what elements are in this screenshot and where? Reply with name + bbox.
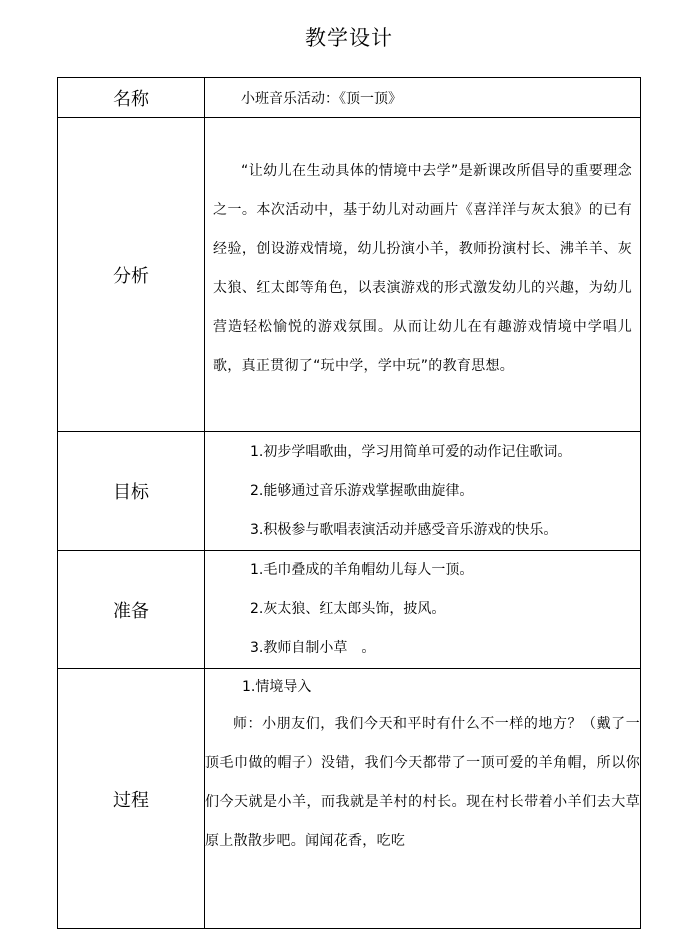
row-process [58,669,641,929]
label-name: 名称 [58,78,205,118]
label-analysis: 分析 [58,118,205,432]
process-paragraph: 师：小朋友们，我们今天和平时有什么不一样的地方？（戴了一顶毛巾做的帽子）没错，我们今天都带了一顶可爱的羊角帽，所以你们今天就是小羊，而我就是羊村的村长。现在村长带着小羊们去大草原上散散步吧。闻闻花香，吃吃 [205,716,640,849]
label-preparation: 准备 [58,551,205,669]
preparation-item: 1.毛巾叠成的羊角帽幼儿每人一顶。 [250,562,474,578]
analysis-cell [205,118,641,432]
row-analysis [58,118,641,432]
preparation-item: 2.灰太狼、红太郎头饰，披风。 [250,601,446,617]
activity-name-cell [205,78,641,118]
lesson-plan-table [57,77,641,929]
goal-item: 3.积极参与歌唱表演活动并感受音乐游戏的快乐。 [250,521,558,538]
row-preparation [58,551,641,669]
row-goals [58,432,641,551]
activity-name: 小班音乐活动：《顶一顶》 [241,90,402,107]
process-step: 1.情境导入 [242,679,312,695]
preparation-cell [205,551,641,669]
goal-item: 2.能够通过音乐游戏掌握歌曲旋律。 [250,482,474,499]
process-cell [205,669,641,929]
row-name [58,78,641,118]
goal-item: 1.初步学唱歌曲，学习用简单可爱的动作记住歌词。 [250,443,572,460]
label-process: 过程 [58,669,205,929]
document-title: 教学设计 [305,26,393,50]
label-goals: 目标 [58,432,205,551]
preparation-item: 3.教师自制小草 。 [250,640,376,656]
analysis-text: “让幼儿在生动具体的情境中去学”是新课改所倡导的重要理念之一。本次活动中，基于幼儿对动画片《喜洋洋与灰太狼》的已有经验，创设游戏情境，幼儿扮演小羊，教师扮演村长、沸羊羊、灰太狼、红太郎等角色，以表演游戏的形式激发幼儿的兴趣，为幼儿营造轻松愉悦的游戏氛围。从而让幼儿在有趣游戏情境中学唱儿歌，真正贯彻了“玩中学，学中玩”的教育思想。 [213,162,632,374]
goals-cell [205,432,641,551]
